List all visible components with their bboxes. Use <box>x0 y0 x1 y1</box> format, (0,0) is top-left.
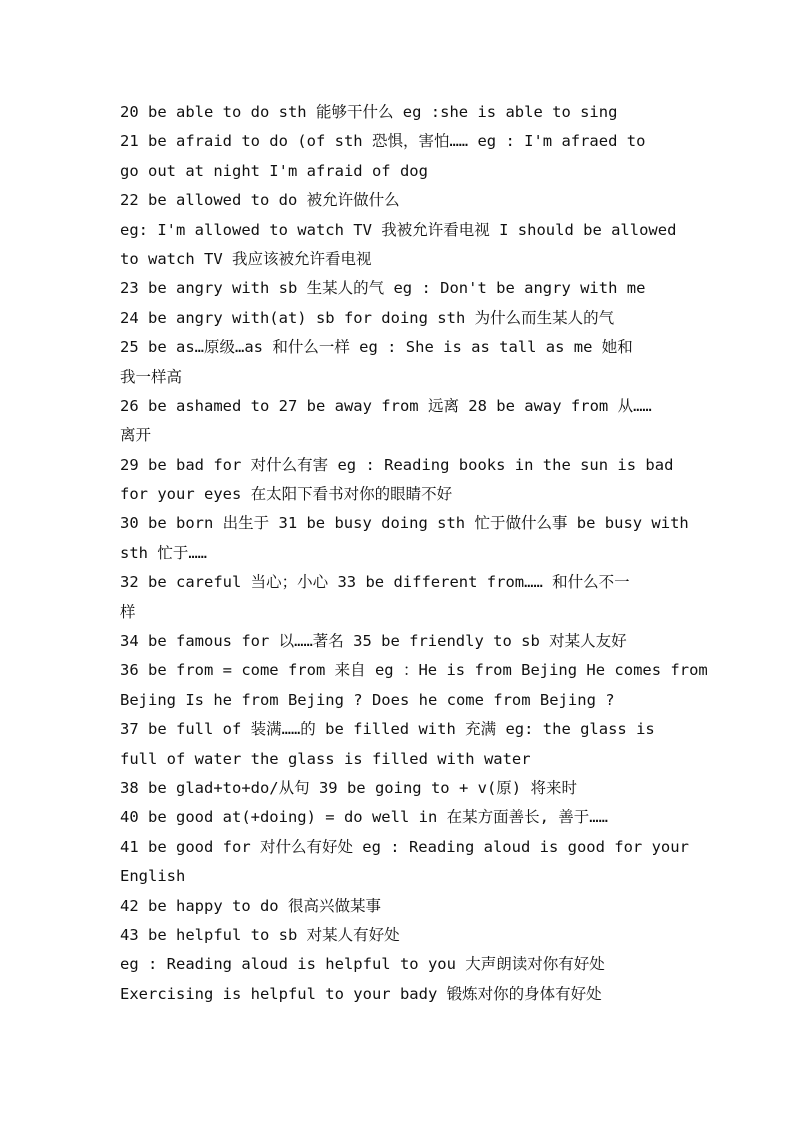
text-line: eg: I'm allowed to watch TV 我被允许看电视 I should be allowed <box>120 220 677 239</box>
text-line: 36 be from = come from 来自 eg ：He is from Bejing He comes from <box>120 661 708 680</box>
text-line: 20 be able to do sth 能够干什么 eg :she is able to sing <box>120 103 618 121</box>
text-line: 42 be happy to do 很高兴做某事 <box>120 896 381 915</box>
text-line: 24 be angry with(at) sb for doing sth 为什么而生某人的气 <box>120 308 615 327</box>
text-line: for your eyes 在太阳下看书对你的眼睛不好 <box>120 485 453 504</box>
text-line: 21 be afraid to do (of sth 恐惧，害怕…… eg : I'm afraed to <box>120 132 646 151</box>
text-line: go out at night I'm afraid of dog <box>120 161 428 180</box>
text-line: 30 be born 出生于 31 be busy doing sth 忙于做什么事 be busy with <box>120 514 689 533</box>
text-line: sth 忙于…… <box>120 543 207 562</box>
text-line: 32 be careful 当心；小心 33 be different from…… 和什么不一 <box>120 573 630 592</box>
text-line: 34 be famous for 以……著名 35 be friendly to sb 对某人友好 <box>120 632 627 651</box>
text-line: 23 be angry with sb 生某人的气 eg : Don't be angry with me <box>120 279 646 298</box>
text-line: 29 be bad for 对什么有害 eg : Reading books in the sun is bad <box>120 455 674 474</box>
text-line: 41 be good for 对什么有好处 eg : Reading aloud is good for your <box>120 837 689 856</box>
text-line: Bejing Is he from Bejing ? Does he come from Bejing ? <box>120 690 615 709</box>
text-line: 38 be glad+to+do/从句 39 be going to + v(原) 将来时 <box>120 778 577 797</box>
text-line: to watch TV 我应该被允许看电视 <box>120 249 372 268</box>
text-line: eg : Reading aloud is helpful to you 大声朗读对你有好处 <box>120 955 605 974</box>
text-line: 我一样高 <box>120 367 183 386</box>
text-line: 26 be ashamed to 27 be away from 远离 28 be away from 从…… <box>120 396 652 415</box>
text-line: 37 be full of 装满……的 be filled with 充满 eg: the glass is <box>120 720 655 739</box>
text-line: full of water the glass is filled with water <box>120 749 531 768</box>
text-line: 22 be allowed to do 被允许做什么 <box>120 191 400 210</box>
text-line: 43 be helpful to sb 对某人有好处 <box>120 925 400 944</box>
text-line: 样 <box>120 602 136 621</box>
text-line: 40 be good at(+doing) = do well in 在某方面善长, 善于…… <box>120 808 608 827</box>
text-line: 离开 <box>120 426 152 445</box>
text-line: English <box>120 867 186 886</box>
text-line: Exercising is helpful to your bady 锻炼对你的身体有好处 <box>120 984 602 1003</box>
document-body <box>120 98 730 1009</box>
text-line: 25 be as…原级…as 和什么一样 eg : She is as tall as me 她和 <box>120 338 633 357</box>
